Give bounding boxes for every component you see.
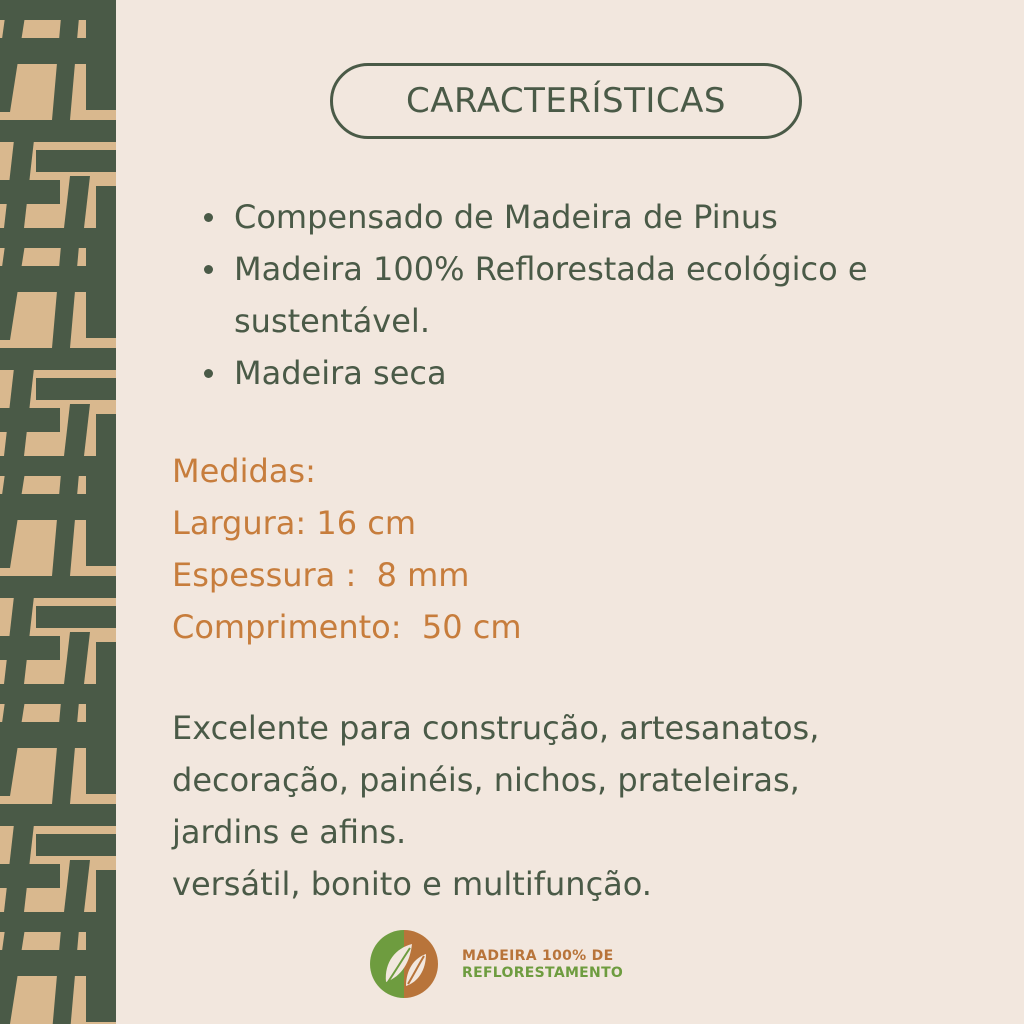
description-line: jardins e afins. [172, 813, 407, 851]
measures-block [172, 445, 522, 653]
description-block [172, 702, 1002, 910]
bullet-icon [204, 213, 213, 222]
section-title [330, 63, 802, 139]
brand-line-2: REFLORESTAMENTO [462, 965, 624, 981]
bullet-icon [204, 265, 213, 274]
feature-text: Madeira seca [234, 354, 447, 392]
feature-text: Madeira 100% Reflorestada ecológico e sustentável. [234, 250, 868, 340]
description-line: Excelente para construção, artesanatos, [172, 709, 820, 747]
brand-line-1: MADEIRA 100% DE [462, 948, 614, 964]
bullet-icon [204, 369, 213, 378]
description-line: versátil, bonito e multifunção. [172, 865, 652, 903]
features-list [196, 191, 1024, 399]
list-item [234, 243, 1024, 347]
feature-text: Compensado de Madeira de Pinus [234, 198, 778, 236]
wood-pattern-graphic [0, 0, 116, 1024]
list-item [234, 347, 1024, 399]
leaf-logo-icon [366, 926, 442, 1002]
decorative-side-pattern [0, 0, 116, 1024]
list-item [234, 191, 1024, 243]
measure-thickness: Espessura : 8 mm [172, 556, 470, 594]
measure-length: Comprimento: 50 cm [172, 608, 522, 646]
section-title-text: CARACTERÍSTICAS [405, 81, 726, 121]
measures-heading: Medidas: [172, 452, 316, 490]
measure-width: Largura: 16 cm [172, 504, 416, 542]
description-line: decoração, painéis, nichos, prateleiras, [172, 761, 800, 799]
brand-name [462, 948, 623, 982]
